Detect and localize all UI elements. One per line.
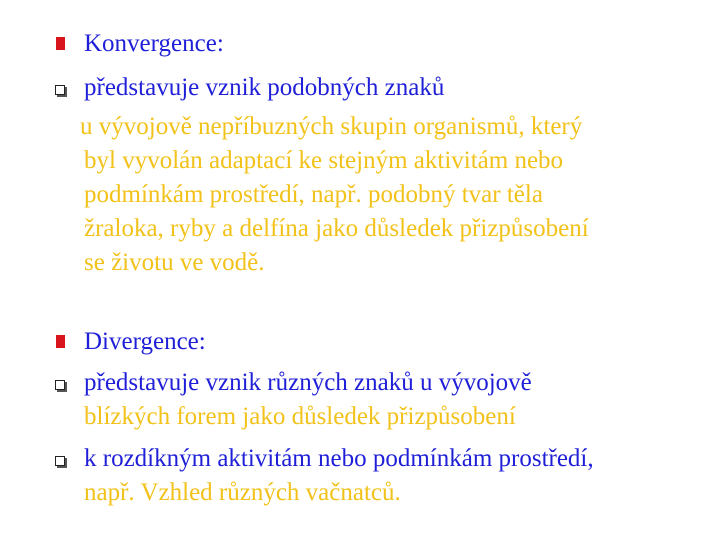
divergence-text: blízkých forem jako důsledek přizpůsobení bbox=[84, 403, 516, 430]
divergence-text: představuje vznik různých znaků u vývojově bbox=[84, 369, 532, 396]
konvergence-line-3 bbox=[0, 144, 720, 178]
divergence-line-4 bbox=[0, 476, 720, 510]
hollow-square-bullet-icon bbox=[55, 456, 65, 466]
konvergence-heading: Konvergence: bbox=[84, 30, 224, 57]
divergence-text: k rozdíkným aktivitám nebo podmínkám prostředí, bbox=[84, 445, 594, 472]
divergence-heading: Divergence: bbox=[84, 328, 206, 355]
konvergence-text: se životu ve vodě. bbox=[84, 249, 265, 276]
divergence-text: např. Vzhled různých vačnatců. bbox=[84, 479, 401, 506]
konvergence-line-5 bbox=[0, 212, 720, 246]
red-square-bullet-icon bbox=[56, 37, 65, 50]
konvergence-line-4 bbox=[0, 178, 720, 212]
divergence-line-1 bbox=[0, 366, 720, 400]
red-square-bullet-icon bbox=[56, 335, 65, 348]
konvergence-heading-row bbox=[0, 27, 720, 61]
divergence-heading-row bbox=[0, 325, 720, 359]
konvergence-text: žraloka, ryby a delfína jako důsledek přizpůsobení bbox=[84, 215, 589, 242]
konvergence-text: podmínkám prostředí, např. podobný tvar těla bbox=[84, 181, 543, 208]
divergence-line-2 bbox=[0, 400, 720, 434]
hollow-square-bullet-icon bbox=[55, 380, 65, 390]
konvergence-text: byl vyvolán adaptací ke stejným aktivitám nebo bbox=[84, 147, 564, 174]
konvergence-text: u vývojově nepříbuzných skupin organismů, který bbox=[80, 113, 583, 140]
konvergence-line-2 bbox=[0, 110, 720, 144]
hollow-square-bullet-icon bbox=[55, 85, 65, 95]
konvergence-text: představuje vznik podobných znaků bbox=[84, 74, 445, 101]
konvergence-line-6 bbox=[0, 246, 720, 280]
konvergence-line-1 bbox=[0, 71, 720, 105]
divergence-line-3 bbox=[0, 442, 720, 476]
